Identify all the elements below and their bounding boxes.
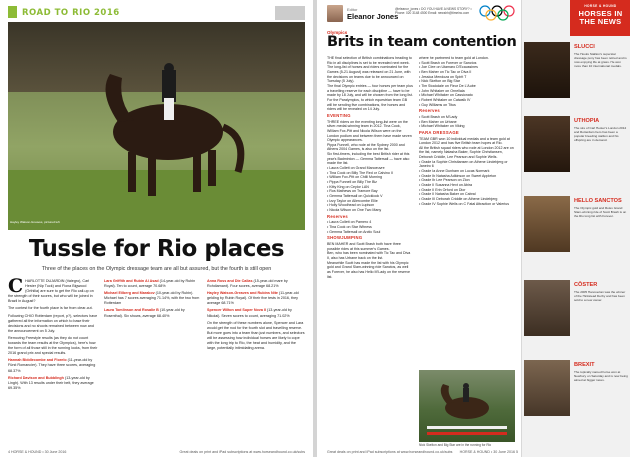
subhead-para-dressage: PARA DRESSAGE <box>419 129 459 135</box>
list-item: • Scott Brash on Forever or Sanctos <box>419 60 477 65</box>
article-headline: Tussle for Rio places <box>28 236 285 262</box>
rider-entry: Hayley Watson-Greaves and Rubins Nite (11-year-old gelding by Rubin Royal). Of their five tests in 2016, they average 68.71% <box>207 291 299 306</box>
body-paragraph: Six first-timers, including the best British rider at this year's Badminton — Gemma Tattersall — have also made the list. <box>327 152 410 166</box>
section-label: Olympics <box>327 30 348 35</box>
body-paragraph: Meanwhile Scott has made the list with his Olympic gold and Grand Slam-winning ride Sanctos, as well as Forever, he also has Hello M'Lady on the reserve list. <box>327 260 410 279</box>
list-item: • Grade II Susanna Hext on Abira <box>419 183 473 188</box>
article-headline: Brits in team contention <box>327 34 517 50</box>
drop-cap: C <box>8 275 24 297</box>
news-entry <box>522 40 630 106</box>
horse-photo <box>524 360 570 416</box>
list-item: • Holly Woodhead on Lupison <box>327 203 375 208</box>
rider-entry: Laura Tomlinson and Rosalie B (10-year-old by Rosenthal). Six shows, average 68.40% <box>104 308 185 318</box>
list-item: • Grade II Natasha Baker on Cabral <box>419 192 476 197</box>
body-paragraph: All the British squad riders who rode at London 2012 are on the list, namely Natasha Baker, Sophie Christiansen, Deborah Criddle, Lee Pearson and Sophie Wells. <box>419 145 514 160</box>
author-avatar <box>327 5 343 22</box>
author-role: Editor <box>347 7 358 12</box>
horse-photo <box>524 42 570 98</box>
footer-right: HORSE & HOUND • 30 June 2016 5 <box>459 450 518 454</box>
body-paragraph: Following CHIO Rotterdam (report, p?), selectors have gathered all the information on which to base their decisions and no shoots remained between now and the announcement on 5 July. <box>8 313 98 333</box>
list-item: • Robert Whitaker on Catwalk IV <box>419 97 471 102</box>
body-paragraph: The final Olympic entries — four horses per team plus a travelling reserve for each discipline — have to be made by 18 July, and will be chosen from the long list. <box>327 83 413 98</box>
dressage-photo <box>8 22 305 230</box>
horse-photo <box>524 116 570 172</box>
subhead-reserves: Reserves <box>327 213 349 219</box>
list-item: • Gemma Tattersall on Quicklook V <box>327 194 383 199</box>
list-item: • Joe Clee on Utamaro D'Ecaussines <box>419 65 478 70</box>
list-item: • Gemma Tattersall on Arctic Soul <box>327 229 381 234</box>
body-paragraph: THE final selection of British combinations heading to Rio in all disciplines is set to be revealed next week. <box>327 56 412 65</box>
list-item: • Laura Collett on Pamero 4 <box>327 220 372 225</box>
list-item: • Michael Whitaker on Viking <box>419 124 465 129</box>
sidebar-banner <box>570 0 630 36</box>
body-paragraph: The contest for the fourth place is far from clear-cut. <box>8 306 93 311</box>
author-contact: @eleanor_jones • DO YOU HAVE A NEWS STORY? • Phone: 020 3148 4500 Email: newshh@timeinc.com <box>395 7 472 16</box>
body-paragraph: Removing Freestyle results (as they do not count towards the team results at the Olympics), here's how the form of all those still in the running looks, from their 2016 grand prix and special results. <box>8 335 98 356</box>
news-entry-name: UTHOPIA <box>574 118 600 124</box>
list-item: • Tim Stockdale on Fleur De L'Aube <box>419 83 476 88</box>
list-item: • Laura Collett on Grand Manoeuvre <box>327 166 385 171</box>
body-paragraph: Ben, who has been nominated with Tic Tac and Diva II, also has Urbane back on the list. <box>327 251 411 260</box>
horse-photo <box>524 280 570 336</box>
body-paragraph: THREE riders on the eventing long-list were on the silver-medal-winning team in 2012. Tina Cook, William Fox-Pitt and Nicola Wilson were on the London podium and between them have made seven Olympic appearances. <box>327 119 412 143</box>
news-entry <box>522 358 630 424</box>
list-item: • Nicola Wilson on One Two Many <box>327 208 382 212</box>
body-column-1 <box>8 275 98 393</box>
banner-title: HORSES IN THE NEWS <box>578 9 623 26</box>
body-column-1 <box>327 56 413 279</box>
news-entry-text: The Hooks Stallion's superstar dressage pony has been retired and is now enjoying life at grass. He won more than 10 international medals. <box>574 52 627 69</box>
body-paragraph: BEN MAHER and Scott Brash both have three possible rides at this summer's Games. <box>327 241 401 251</box>
right-page <box>317 0 630 457</box>
rings-logo-placeholder <box>275 6 305 20</box>
news-entry-text: The 2005 Hanoverian was the winner of the Hickstead Derby and has been sold to a new owner. <box>574 290 626 303</box>
body-paragraph: On the strength of these numbers alone, Spencer and Lara would get the nod for the fourth slot and travelling reserve. But more goes into a team than just numbers, and selectors will be assessing how individual horses are likely to cope with the long trip to Rio, the heat and humidity, and the large, potentially intimidating arena. <box>207 320 305 351</box>
body-column-3 <box>207 279 305 353</box>
olympic-rings-icon <box>477 4 517 22</box>
list-item: • Grade Ia Sophie Christiansen on Athene Lindebjerg or Janeiro 6 <box>419 159 508 169</box>
list-item: • Izzy Taylor on Allercombe Ellie <box>327 198 378 203</box>
subhead-eventing: EVENTING <box>327 112 351 118</box>
news-entry-text: The topically named horse won at Newbury on Saturday and is now being aimed at bigger races. <box>574 370 628 383</box>
rider-entry: Michael Eilberg and Marakov (10-year-old by Rubin). Michael has 7 scores averaging 71.14%, with the two from Rotterdam <box>104 291 200 306</box>
horses-in-the-news-sidebar <box>521 0 630 457</box>
list-item: • Tina Cook on Billy The Red or Calvino II <box>327 170 393 175</box>
horse-photo <box>524 196 570 252</box>
list-item: • Jessica Mendoza on Spirit T <box>419 74 467 79</box>
list-item: • Tina Cook on Star Witness <box>327 224 372 229</box>
section-title: ROAD TO RIO 2016 <box>22 8 120 18</box>
footer-subscribe: Great deals on print and iPad subscriptions at www.horseandhound.co.uk/subs <box>327 450 453 454</box>
rider-entry: Anna Ross and Die Callas (15-year-old mare by Rohdiamant). Four scores, average 68.21% <box>207 279 288 289</box>
list-item: • Ben Maher on Urbane <box>419 119 457 124</box>
photo-credit: Hayley Watson-Greaves, pictured left <box>10 220 60 224</box>
news-entry-text: The Olympic gold and Rolex Grand Slam-winning ride of Scott Brash is on the Rio long list with Forever. <box>574 206 627 219</box>
body-paragraph: CHARLOTTE DUJARDIN (Valegro), Carl Hester (Nip Tuck) and Fiona Bigwood (Orthilia) are sure to get the Rio call-up on the strength of their scores, but who will be joined in Brazil in August? <box>8 275 94 304</box>
subhead-reserves: Reserves <box>419 108 441 114</box>
footer-left: 4 HORSE & HOUND • 30 June 2016 <box>8 450 67 454</box>
footer-subscribe: Great deals on print and iPad subscriptions at www.horseandhound.co.uk/subs <box>179 450 305 454</box>
body-column-2 <box>104 279 200 321</box>
rider-entry: Hannah Biddlecombe and Fiorelo (11-year-old by Fürst Romancier). They have three scores, averaging 68.37% <box>8 358 96 373</box>
section-header <box>8 4 305 20</box>
author-name: Eleanor Jones <box>347 12 399 21</box>
body-column-2 <box>419 56 515 206</box>
news-entry-name: CÔSTER <box>574 282 598 288</box>
subhead-showjumping: SHOWJUMPING <box>327 235 363 241</box>
news-entry-name: SLUCCI <box>574 44 595 50</box>
list-item: • Michael Whitaker on Cassionato <box>419 93 473 98</box>
news-entry-text: The sire of Carl Hester's London 2012 and Rotterdam hero has been a popular breeding stallion and his offspring are in demand. <box>574 126 627 143</box>
list-item: • Nick Skelton on Big Star <box>419 79 461 84</box>
author-box <box>327 4 477 24</box>
section-color-bar <box>8 6 17 18</box>
body-paragraph: The long-list of horses and riders nominated for the Games (5-21 August) was released on 21 June, with the decisions on teams due to be announced on Tuesday (5 July). <box>327 65 411 84</box>
showjumping-photo <box>419 370 515 442</box>
news-entry <box>522 114 630 180</box>
list-item: • Grade Ib Lee Pearson on Zion <box>419 178 470 183</box>
list-item: • Pippa Funnell on Billy The Biz <box>327 180 377 185</box>
banner-kicker: HORSE & HOUND <box>584 4 617 8</box>
list-item: • Scott Brash on M'Lady <box>419 114 458 119</box>
list-item: • Grade IV Sophie Wells on C Fatal Attraction or Valerius <box>419 201 510 206</box>
list-item: • Ros Mathews on Tramore Bay <box>327 189 378 194</box>
horse-and-rider-illustration <box>78 62 258 202</box>
article-standfirst: Three of the places on the Olympic dressage team are all but assured, but the fourth is still open <box>41 266 272 272</box>
list-item: • Kitty King on Ceylor LAN <box>327 184 369 189</box>
news-entry <box>522 278 630 344</box>
list-item: • John Whitaker on Ornellaia <box>419 88 465 93</box>
list-item: • Grade Ia Anne Dunham on Lucas Normark <box>419 169 490 174</box>
list-item: • Grade II Erin Orford on Dior <box>419 187 466 192</box>
rider-entry: Lara Griffith and Rubin Al Asad (14-year-old by Rubin Royal). Ten to count, average 70.68% <box>104 279 196 289</box>
body-paragraph: For the Paralympics, to which equestrian team GB will be sending five combinations, the horses and riders will be revealed on 14 July. <box>327 97 408 112</box>
horse-jump-illustration <box>419 370 515 442</box>
rider-entry: Spencer Wilton and Super Nova II (13-year-old by Nikolai). Seven scores to count, averaging 71.02% <box>207 308 292 318</box>
list-item: • Ben Maher on Tic Tac or Diva II <box>419 69 472 74</box>
body-paragraph: TEAM GBR won 10 individual medals and a team gold at London 2012 and has five British team hopes at Rio. <box>419 136 510 146</box>
list-item: • Grade III Deborah Criddle on Athene Lindebjerg <box>419 197 498 202</box>
list-item: • Guy Williams on Titus <box>419 102 456 107</box>
body-paragraph: Pippa Funnell, who rode at the Sydney 2000 and Athens 2004 Games, is also on the list. <box>327 142 405 152</box>
rider-entry: Richard Davison and Bubblingh (13-year-old by Lingh). With 13 results under their belt, they average 69.35% <box>8 375 94 390</box>
left-page <box>0 0 313 457</box>
news-entry <box>522 194 630 260</box>
list-item: • Grade Ib Natasha Adkinson on Sweet Appleton <box>419 173 497 178</box>
news-entry-name: BREXIT <box>574 362 595 368</box>
list-item: • William Fox-Pitt on Chilli Morning <box>327 175 382 180</box>
body-paragraph: where he partnered to team gold at London. <box>419 56 489 60</box>
photo-caption: Nick Skelton and Big Star are in the running for Rio <box>419 443 492 447</box>
news-entry-name: HELLO SANCTOS <box>574 198 622 204</box>
